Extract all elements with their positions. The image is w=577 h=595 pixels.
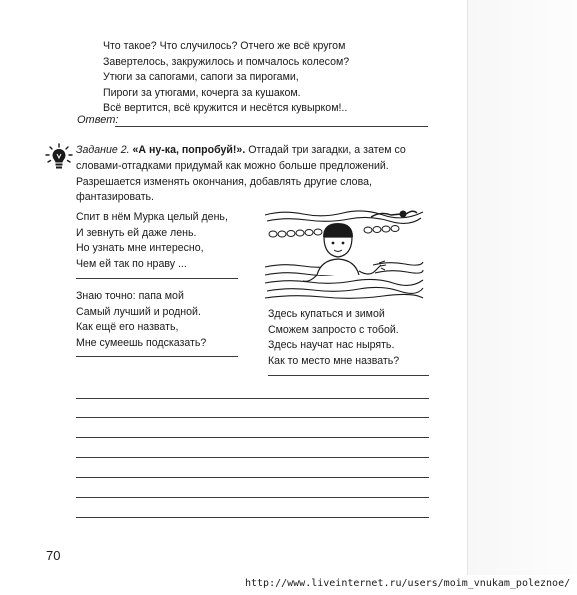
riddle-line: Сможем запросто с тобой. [268, 323, 399, 336]
riddle-line: Мне сумеешь подсказать? [76, 336, 207, 349]
riddle-line: Как ещё его назвать, [76, 321, 179, 334]
riddle-1 [76, 210, 228, 272]
task-label: Задание 2. [76, 144, 130, 156]
poem-line: Завертелось, закружилось и помчалось колесом? [103, 55, 350, 68]
page-edge-shadow [467, 0, 577, 575]
lightbulb-icon [45, 143, 73, 171]
poem-top [103, 39, 349, 117]
watermark-url: http://www.liveinternet.ru/users/moim_vnukam_poleznoe/ [245, 578, 571, 589]
writing-line[interactable] [76, 497, 429, 498]
riddle-line: Спит в нём Мурка целый день, [76, 211, 228, 223]
writing-line[interactable] [76, 477, 429, 478]
riddle-1-answer-line[interactable] [76, 278, 238, 279]
page-number: 70 [46, 548, 61, 563]
writing-line[interactable] [76, 417, 429, 418]
poem-line: Всё вертится, всё кружится и несётся кувырком!.. [103, 102, 348, 115]
task-text: Отгадай три загадки, а затем со словами-отгадками придумай как можно больше предложений. Разрешается изменять окончания, добавлять другие слова, фантазировать. [76, 144, 406, 204]
riddle-3-answer-line[interactable] [268, 375, 429, 376]
poem-line: Что такое? Что случилось? Отчего же всё кругом [103, 40, 346, 52]
writing-line[interactable] [76, 437, 429, 438]
riddle-line: Но узнать мне интересно, [76, 242, 204, 255]
riddle-line: Самый лучший и родной. [76, 305, 201, 318]
riddle-line: Как то место мне назвать? [268, 354, 400, 367]
riddle-line: Чем ей так по нраву ... [76, 257, 187, 270]
writing-line[interactable] [76, 517, 429, 518]
task-title: «А ну-ка, попробуй!». [132, 144, 246, 156]
writing-line[interactable] [76, 457, 429, 458]
answer-line[interactable] [115, 126, 428, 127]
swimmer-illustration [263, 205, 425, 301]
riddle-line: Знаю точно: папа мой [76, 290, 184, 302]
riddle-3 [268, 307, 399, 369]
riddle-line: Здесь научат нас нырять. [268, 339, 395, 352]
poem-line: Пироги за утюгами, кочерга за кушаком. [103, 86, 301, 99]
answer-label: Ответ: [77, 114, 119, 126]
riddle-line: И зевнуть ей даже лень. [76, 226, 197, 239]
poem-line: Утюги за сапогами, сапоги за пирогами, [103, 71, 299, 84]
riddle-2 [76, 289, 206, 351]
riddle-2-answer-line[interactable] [76, 356, 238, 357]
task-paragraph [76, 143, 431, 206]
writing-line[interactable] [76, 398, 429, 399]
riddle-line: Здесь купаться и зимой [268, 308, 385, 320]
